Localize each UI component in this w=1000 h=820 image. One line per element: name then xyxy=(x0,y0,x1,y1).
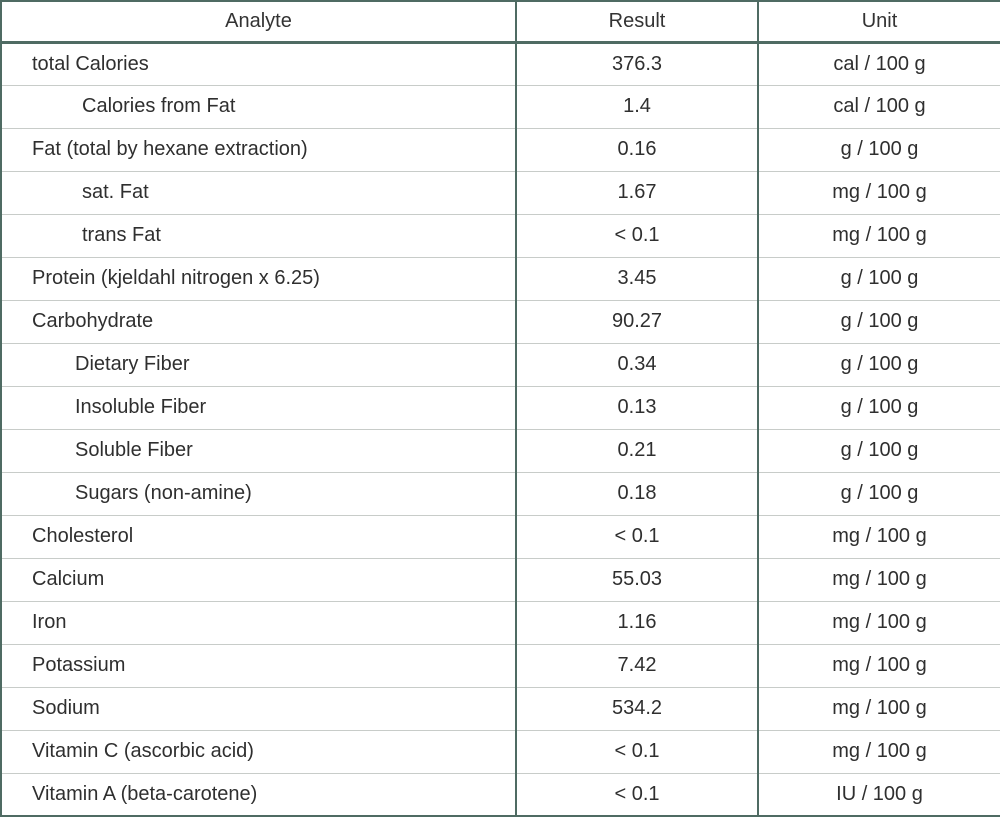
unit-cell: mg / 100 g xyxy=(758,730,1000,773)
table-row xyxy=(1,214,1000,257)
analyte-cell: Vitamin A (beta-carotene) xyxy=(1,773,516,816)
analyte-cell: sat. Fat xyxy=(1,171,516,214)
result-cell: 0.34 xyxy=(516,343,758,386)
table-row xyxy=(1,386,1000,429)
table-row xyxy=(1,644,1000,687)
analyte-cell: trans Fat xyxy=(1,214,516,257)
table-row xyxy=(1,730,1000,773)
analyte-cell: Sodium xyxy=(1,687,516,730)
result-cell: 90.27 xyxy=(516,300,758,343)
result-cell: < 0.1 xyxy=(516,730,758,773)
unit-cell: g / 100 g xyxy=(758,300,1000,343)
table-row xyxy=(1,773,1000,816)
unit-cell: cal / 100 g xyxy=(758,85,1000,128)
result-cell: 0.16 xyxy=(516,128,758,171)
header-unit: Unit xyxy=(758,1,1000,42)
analyte-cell: Iron xyxy=(1,601,516,644)
unit-cell: mg / 100 g xyxy=(758,644,1000,687)
table-row xyxy=(1,128,1000,171)
header-result: Result xyxy=(516,1,758,42)
unit-cell: mg / 100 g xyxy=(758,558,1000,601)
table-row xyxy=(1,472,1000,515)
table-row xyxy=(1,300,1000,343)
unit-cell: g / 100 g xyxy=(758,386,1000,429)
unit-cell: mg / 100 g xyxy=(758,515,1000,558)
unit-cell: mg / 100 g xyxy=(758,214,1000,257)
unit-cell: g / 100 g xyxy=(758,429,1000,472)
table-row xyxy=(1,85,1000,128)
analyte-cell: total Calories xyxy=(1,42,516,85)
table-row xyxy=(1,558,1000,601)
result-cell: 0.21 xyxy=(516,429,758,472)
result-cell: 7.42 xyxy=(516,644,758,687)
analyte-cell: Protein (kjeldahl nitrogen x 6.25) xyxy=(1,257,516,300)
unit-cell: cal / 100 g xyxy=(758,42,1000,85)
table-row xyxy=(1,42,1000,85)
result-cell: 0.18 xyxy=(516,472,758,515)
unit-cell: mg / 100 g xyxy=(758,601,1000,644)
analyte-cell: Insoluble Fiber xyxy=(1,386,516,429)
unit-cell: g / 100 g xyxy=(758,343,1000,386)
unit-cell: g / 100 g xyxy=(758,472,1000,515)
table-header xyxy=(1,1,1000,42)
result-cell: 55.03 xyxy=(516,558,758,601)
header-analyte: Analyte xyxy=(1,1,516,42)
table-row xyxy=(1,171,1000,214)
table-body xyxy=(1,42,1000,816)
unit-cell: g / 100 g xyxy=(758,128,1000,171)
result-cell: < 0.1 xyxy=(516,214,758,257)
result-cell: 0.13 xyxy=(516,386,758,429)
unit-cell: IU / 100 g xyxy=(758,773,1000,816)
analyte-cell: Cholesterol xyxy=(1,515,516,558)
analyte-cell: Calcium xyxy=(1,558,516,601)
unit-cell: mg / 100 g xyxy=(758,687,1000,730)
analyte-cell: Vitamin C (ascorbic acid) xyxy=(1,730,516,773)
unit-cell: mg / 100 g xyxy=(758,171,1000,214)
result-cell: 534.2 xyxy=(516,687,758,730)
analyte-cell: Sugars (non-amine) xyxy=(1,472,516,515)
analyte-cell: Fat (total by hexane extraction) xyxy=(1,128,516,171)
header-row xyxy=(1,1,1000,42)
result-cell: 1.4 xyxy=(516,85,758,128)
result-cell: 1.67 xyxy=(516,171,758,214)
analyte-cell: Soluble Fiber xyxy=(1,429,516,472)
result-cell: < 0.1 xyxy=(516,773,758,816)
table-row xyxy=(1,257,1000,300)
table-row xyxy=(1,687,1000,730)
table-row xyxy=(1,515,1000,558)
unit-cell: g / 100 g xyxy=(758,257,1000,300)
analyte-cell: Calories from Fat xyxy=(1,85,516,128)
analyte-cell: Potassium xyxy=(1,644,516,687)
table-row xyxy=(1,601,1000,644)
analyte-cell: Carbohydrate xyxy=(1,300,516,343)
result-cell: < 0.1 xyxy=(516,515,758,558)
analyte-cell: Dietary Fiber xyxy=(1,343,516,386)
result-cell: 1.16 xyxy=(516,601,758,644)
table-row xyxy=(1,429,1000,472)
result-cell: 376.3 xyxy=(516,42,758,85)
table-row xyxy=(1,343,1000,386)
result-cell: 3.45 xyxy=(516,257,758,300)
